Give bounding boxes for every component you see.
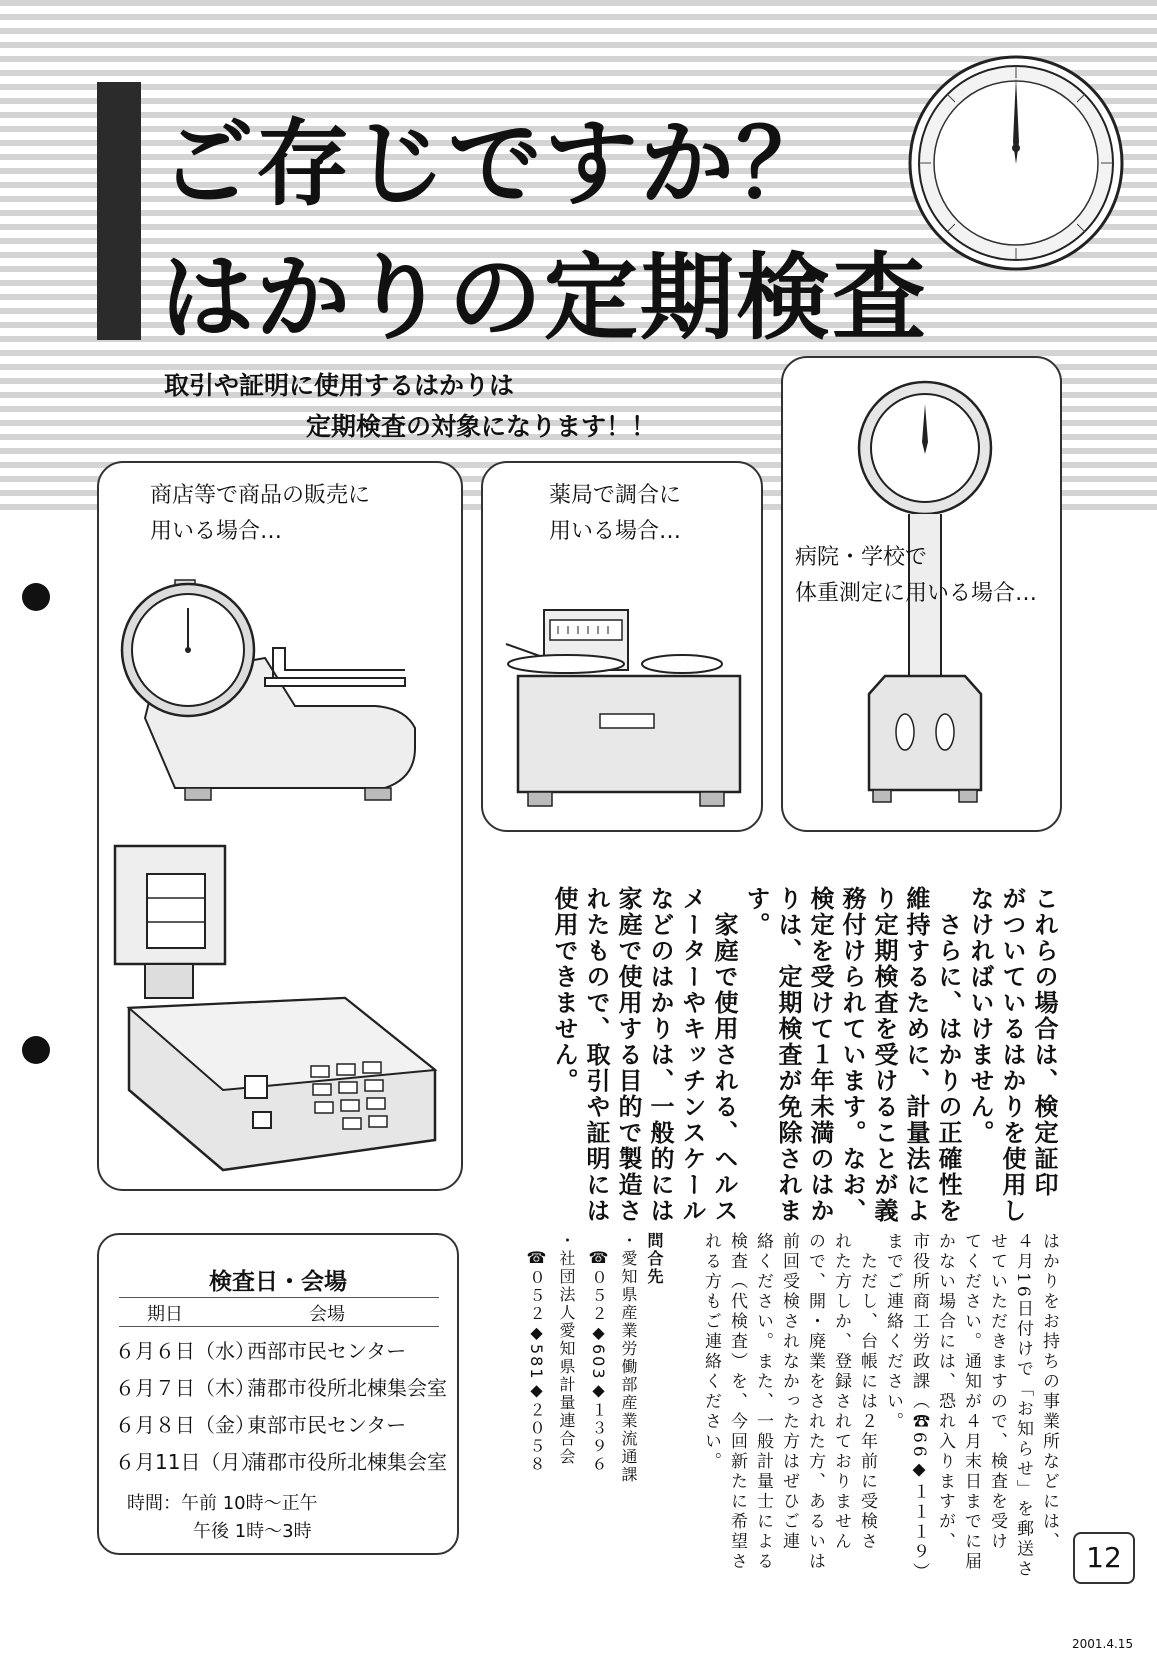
main-text-line: す。	[742, 886, 770, 938]
column-venue: 会場	[309, 1304, 345, 1325]
binder-hole-top	[22, 583, 50, 611]
notice-text-line: 前回受検されなかった方はぜひご連	[779, 1232, 799, 1552]
contact-phone-2: ☎０５２◆581◆２０５８	[527, 1248, 546, 1474]
digital-scale-illustration	[115, 840, 445, 1170]
schedule-row	[115, 1335, 406, 1364]
notice-text-line: てください。通知が４月末日までに届	[961, 1232, 981, 1572]
notice-text-line: までご連絡ください。	[883, 1232, 903, 1432]
pharmacy-caption-1: 薬局で調合に	[549, 483, 682, 508]
binder-hole-bottom	[22, 1036, 50, 1064]
schedule-date: ６月11日（月）	[115, 1450, 261, 1474]
column-date: 期日	[147, 1304, 183, 1325]
main-text-line: 使用できません。	[550, 886, 578, 1094]
schedule-header-row	[119, 1297, 439, 1327]
main-text-line: り定期検査を受けることが義	[870, 886, 898, 1224]
title-line-2: はかりの定期検査	[160, 243, 929, 353]
main-text-line: れたもので、取引や証明には	[582, 886, 610, 1224]
balance-scale-illustration	[492, 604, 750, 816]
pharmacy-caption-2: 用いる場合…	[549, 519, 682, 544]
title-bar	[97, 82, 141, 340]
main-text-line: さらに、はかりの正確性を	[934, 886, 962, 1224]
notice-text-line: 絡ください。また、一般計量士による	[753, 1232, 773, 1572]
notice-text-line: かない場合には、恐れ入りますが、	[935, 1232, 955, 1552]
issue-date: 2001.4.15	[1072, 1637, 1134, 1651]
hospital-caption-2: 体重測定に用いる場合…	[795, 581, 1038, 606]
notice-text-line: ただし、台帳には２年前に受検さ	[857, 1232, 877, 1552]
shop-caption-1: 商店等で商品の販売に	[150, 483, 371, 508]
schedule-box	[97, 1233, 459, 1555]
schedule-venue: 東部市民センター	[247, 1413, 407, 1437]
dial-scale-illustration	[115, 578, 435, 818]
main-text-line: これらの場合は、検定証印	[1030, 886, 1058, 1198]
schedule-row	[115, 1446, 447, 1475]
main-text-line: 検定を受けて１年未満のはか	[806, 886, 834, 1224]
hospital-caption-1: 病院・学校で	[795, 545, 928, 570]
schedule-row	[115, 1409, 406, 1438]
notice-text-line: ４月16日付けで「お知らせ」を郵送さ	[1013, 1232, 1033, 1580]
schedule-title: 検査日・会場	[209, 1269, 347, 1295]
contact-phone-1: ☎０５２◆603◆１３９６	[589, 1248, 608, 1474]
schedule-row	[115, 1372, 447, 1401]
page-number: 12	[1073, 1532, 1135, 1584]
notice-text-line: 検査（代検査）を、今回新たに希望さ	[727, 1232, 747, 1572]
schedule-date: ６月６日（水）	[115, 1339, 255, 1363]
main-text-line: 維持するために、計量法によ	[902, 886, 930, 1224]
notice-text-line: ので、開・廃業をされた方、あるいは	[805, 1232, 825, 1572]
main-text-line: メーターやキッチンスケール	[678, 886, 706, 1224]
main-text-line: がついているはかりを使用し	[998, 886, 1026, 1224]
shop-caption-2: 用いる場合…	[150, 519, 283, 544]
schedule-date: ６月７日（木）	[115, 1376, 255, 1400]
main-text-line: 務付けられています。なお、	[838, 886, 866, 1224]
main-text-line: なければいけません。	[966, 886, 994, 1146]
main-text-line: りは、定期検査が免除されま	[774, 886, 802, 1224]
intro-line-1: 取引や証明に使用するはかりは	[164, 371, 515, 400]
contact-heading: 問合先	[645, 1232, 664, 1286]
main-text-line: 家庭で使用する目的で製造さ	[614, 886, 642, 1224]
intro-line-2: 定期検査の対象になります！！	[306, 412, 657, 441]
schedule-time-1: 時間：午前 10時～正午	[127, 1493, 318, 1514]
schedule-time-2: 午後 1時～3時	[193, 1521, 312, 1542]
contact-line-1: ・愛知県産業労働部産業流通課	[619, 1232, 638, 1484]
notice-text-line: 市役所商工労政課（☎66◆１１１９）	[909, 1232, 929, 1583]
contact-line-2: ・社団法人愛知県計量連合会	[557, 1232, 576, 1466]
title-line-1: ご存じですか？	[160, 109, 833, 219]
clock-illustration	[905, 52, 1127, 274]
notice-text-line: はかりをお持ちの事業所などには、	[1039, 1232, 1059, 1552]
schedule-date: ６月８日（金）	[115, 1413, 255, 1437]
schedule-venue: 西部市民センター	[247, 1339, 407, 1363]
notice-text-line: せていただきますので、検査を受け	[987, 1232, 1007, 1552]
main-text-line: 家庭で使用される、ヘルス	[710, 886, 738, 1224]
schedule-venue: 蒲郡市役所北棟集会室	[247, 1376, 447, 1400]
notice-text-line: れる方もご連絡ください。	[701, 1232, 721, 1472]
schedule-venue: 蒲郡市役所北棟集会室	[247, 1450, 447, 1474]
main-text-line: などのはかりは、一般的には	[646, 886, 674, 1224]
notice-text-line: れた方しか、登録されておりません	[831, 1232, 851, 1552]
